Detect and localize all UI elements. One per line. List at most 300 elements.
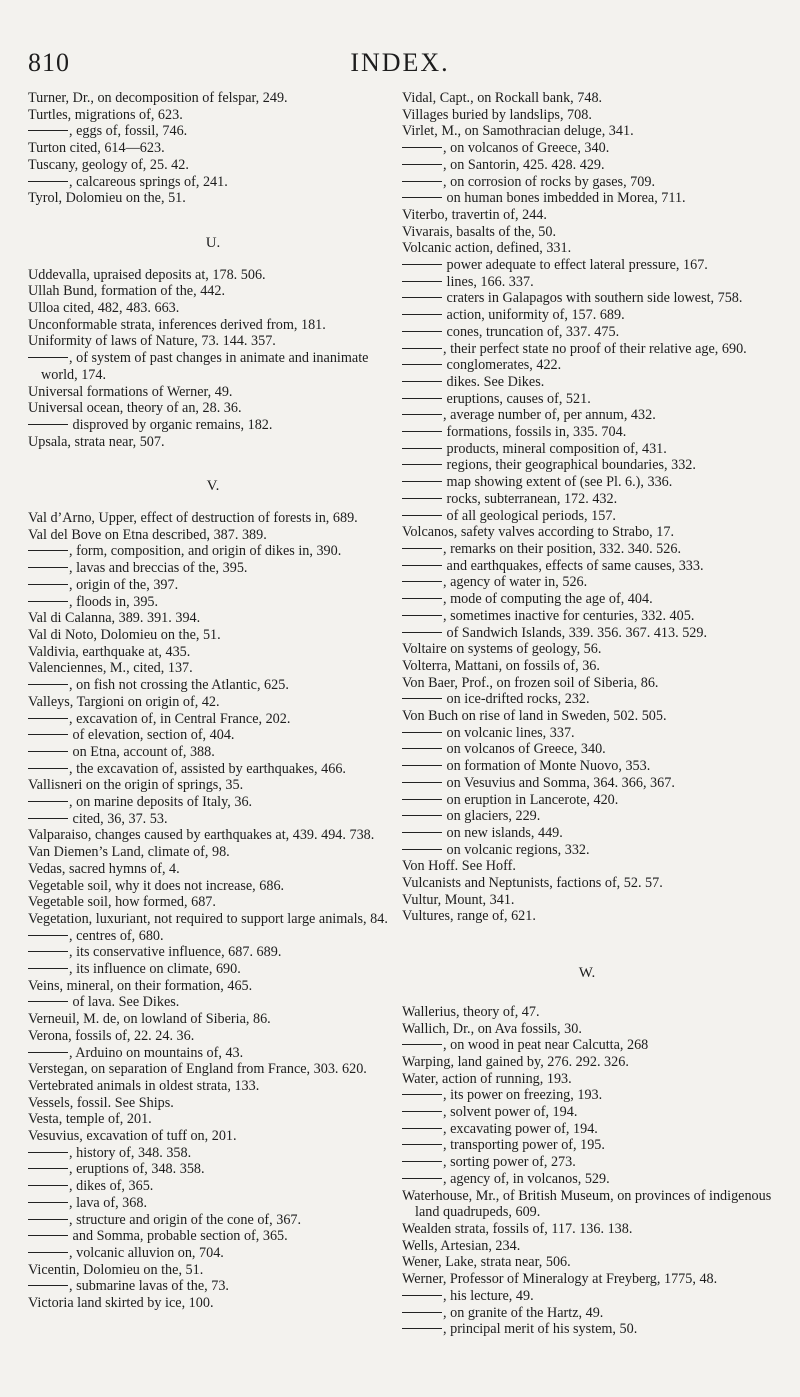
- entry-text: Universal formations of Werner, 49.: [28, 383, 233, 400]
- index-entry: [28, 157, 398, 174]
- index-entry: [402, 1021, 772, 1038]
- ditto-dash: [402, 281, 442, 282]
- ditto-dash: [402, 1044, 442, 1045]
- entry-text: Val di Noto, Dolomieu on the, 51.: [28, 626, 221, 643]
- entry-text: , transporting power of, 195.: [443, 1137, 605, 1154]
- index-entry: [28, 543, 398, 560]
- index-entry: [402, 257, 772, 274]
- entry-text: Vultures, range of, 621.: [402, 908, 536, 925]
- entry-text: cones, truncation of, 337. 475.: [443, 323, 620, 340]
- ditto-dash: [402, 598, 442, 599]
- index-entry: [28, 961, 398, 978]
- index-entry: [28, 711, 398, 728]
- entry-text: , submarine lavas of the, 73.: [69, 1278, 229, 1295]
- index-entry: [28, 1045, 398, 1062]
- index-entry: [28, 594, 398, 611]
- index-entry: [402, 658, 772, 675]
- ditto-dash: [402, 799, 442, 800]
- index-entry: [28, 434, 398, 451]
- entry-text: on volcanos of Greece, 340.: [443, 741, 606, 758]
- entry-text: products, mineral composition of, 431.: [443, 440, 667, 457]
- index-entry: [402, 1137, 772, 1154]
- index-entry: [402, 741, 772, 758]
- entry-text: Valdivia, earthquake at, 435.: [28, 643, 191, 660]
- index-entry: [402, 758, 772, 775]
- entry-text: Virlet, M., on Samothracian deluge, 341.: [402, 123, 634, 140]
- ditto-dash: [28, 751, 68, 752]
- entry-text: , dikes of, 365.: [69, 1178, 154, 1195]
- ditto-dash: [28, 181, 68, 182]
- entry-text: , on fish not crossing the Atlantic, 625.: [69, 677, 289, 694]
- entry-text: Vessels, fossil. See Ships.: [28, 1094, 174, 1111]
- index-entry: [402, 524, 772, 541]
- entry-text: , its conservative influence, 687. 689.: [69, 944, 282, 961]
- ditto-dash: [402, 464, 442, 465]
- index-entry: [402, 123, 772, 140]
- index-entry: [402, 140, 772, 157]
- index-entry: [402, 1104, 772, 1121]
- ditto-dash: [28, 1152, 68, 1153]
- entry-text: Tyrol, Dolomieu on the, 51.: [28, 190, 186, 207]
- index-entry: [402, 508, 772, 525]
- entry-text: , excavation of, in Central France, 202.: [69, 710, 291, 727]
- index-entry: [28, 300, 398, 317]
- index-entry: [402, 558, 772, 575]
- entry-text: Wealden strata, fossils of, 117. 136. 138.: [402, 1221, 633, 1237]
- ditto-dash: [402, 849, 442, 850]
- ditto-dash: [28, 567, 68, 568]
- entry-text: Unconformable strata, inferences derived from, 181.: [28, 316, 326, 333]
- ditto-dash: [402, 348, 442, 349]
- right-column: [402, 90, 772, 1338]
- entry-text: , lava of, 368.: [69, 1194, 148, 1211]
- index-entry: [28, 510, 398, 527]
- entry-text: conglomerates, 422.: [443, 357, 562, 374]
- entry-text: Valparaiso, changes caused by earthquakes at, 439. 494. 738.: [28, 827, 375, 844]
- entry-text: Vultur, Mount, 341.: [402, 891, 515, 908]
- entry-text: , eggs of, fossil, 746.: [69, 123, 188, 140]
- index-entry: [402, 892, 772, 909]
- index-entry: [28, 174, 398, 191]
- entry-text: map showing extent of (see Pl. 6.), 336.: [443, 474, 673, 491]
- ditto-dash: [402, 732, 442, 733]
- entry-text: , volcanic alluvion on, 704.: [69, 1245, 224, 1261]
- entry-text: , origin of the, 397.: [69, 576, 179, 593]
- entry-text: Wallich, Dr., on Ava fossils, 30.: [402, 1020, 582, 1037]
- section-heading: V.: [206, 478, 220, 495]
- entry-text: Vallisneri on the origin of springs, 35.: [28, 777, 244, 794]
- index-entry: [402, 1037, 772, 1054]
- index-entry: [402, 825, 772, 842]
- ditto-dash: [402, 181, 442, 182]
- entry-text: Turton cited, 614—623.: [28, 140, 165, 157]
- entry-text: Verstegan, on separation of England from France, 303. 620.: [28, 1061, 367, 1078]
- entry-text: eruptions, causes of, 521.: [443, 390, 591, 407]
- index-entry: [28, 1262, 398, 1279]
- index-entry: [402, 1121, 772, 1138]
- ditto-dash: [28, 684, 68, 685]
- entry-text: , sometimes inactive for centuries, 332. 405.: [443, 607, 695, 624]
- index-entry: [28, 384, 398, 401]
- ditto-dash: [402, 548, 442, 549]
- entry-text: Veins, mineral, on their formation, 465.: [28, 977, 253, 994]
- entry-text: Ulloa cited, 482, 483. 663.: [28, 300, 180, 317]
- index-entry: [28, 1195, 398, 1212]
- page-title: INDEX.: [350, 48, 450, 77]
- ditto-dash: [28, 1168, 68, 1169]
- index-entry: [28, 844, 398, 861]
- entry-text: Vulcanists and Neptunists, factions of, 52. 57.: [402, 875, 663, 892]
- ditto-dash: [28, 935, 68, 936]
- ditto-dash: [402, 615, 442, 616]
- index-entry: [402, 675, 772, 692]
- ditto-dash: [402, 1144, 442, 1145]
- entry-text: , on marine deposits of Italy, 36.: [69, 794, 253, 811]
- ditto-dash: [402, 748, 442, 749]
- entry-text: on new islands, 449.: [443, 824, 563, 841]
- entry-text: on human bones imbedded in Morea, 711.: [443, 190, 686, 207]
- ditto-dash: [28, 130, 68, 131]
- entry-text: Val d’Arno, Upper, effect of destruction of forests in, 689.: [28, 510, 358, 527]
- entry-text: Universal ocean, theory of an, 28. 36.: [28, 400, 242, 417]
- index-entry: [28, 1111, 398, 1128]
- index-entry: [28, 317, 398, 334]
- index-entry: [402, 1254, 772, 1271]
- entry-text: of lava. See Dikes.: [69, 994, 180, 1011]
- entry-text: Waterhouse, Mr., of British Museum, on provinces of indigenous land quadrupeds, 609.: [402, 1187, 772, 1221]
- index-entry: [28, 1028, 398, 1045]
- index-entry: [402, 842, 772, 859]
- entry-text: , his lecture, 49.: [443, 1287, 534, 1304]
- index-entry: [28, 1295, 398, 1312]
- entry-text: , their perfect state no proof of their relative age, 690.: [443, 340, 747, 357]
- entry-text: , agency of, in volcanos, 529.: [443, 1170, 610, 1187]
- index-entry: [28, 140, 398, 157]
- ditto-dash: [402, 431, 442, 432]
- index-entry: [402, 357, 772, 374]
- index-entry: [402, 591, 772, 608]
- entry-text: , its power on freezing, 193.: [443, 1087, 603, 1104]
- index-entry: [28, 1011, 398, 1028]
- entry-text: Viterbo, travertin of, 244.: [402, 206, 547, 223]
- entry-text: Vegetable soil, how formed, 687.: [28, 894, 216, 911]
- entry-text: Vesuvius, excavation of tuff on, 201.: [28, 1128, 237, 1145]
- index-entry: [402, 341, 772, 358]
- ditto-dash: [28, 357, 68, 358]
- entry-text: , floods in, 395.: [69, 593, 159, 610]
- entry-text: Von Buch on rise of land in Sweden, 502. 505.: [402, 708, 667, 725]
- entry-text: , form, composition, and origin of dikes in, 390.: [69, 543, 342, 560]
- ditto-dash: [402, 197, 442, 198]
- entry-text: Vedas, sacred hymns of, 4.: [28, 860, 180, 877]
- index-entry: [402, 1071, 772, 1088]
- index-entry: [28, 283, 398, 300]
- ditto-dash: [402, 164, 442, 165]
- entry-text: Van Diemen’s Land, climate of, 98.: [28, 844, 230, 861]
- entry-text: of Sandwich Islands, 339. 356. 367. 413. 529.: [443, 624, 708, 641]
- entry-text: Verneuil, M. de, on lowland of Siberia, 86.: [28, 1011, 271, 1028]
- index-entry: [28, 90, 398, 107]
- ditto-dash: [402, 515, 442, 516]
- entry-text: , calcareous springs of, 241.: [69, 173, 228, 190]
- entry-text: on Vesuvius and Somma, 364. 366, 367.: [443, 774, 675, 791]
- entry-text: Water, action of running, 193.: [402, 1070, 572, 1087]
- entry-text: , structure and origin of the cone of, 367.: [69, 1211, 302, 1228]
- index-entry: [402, 908, 772, 925]
- ditto-dash: [402, 581, 442, 582]
- entry-text: Uddevalla, upraised deposits at, 178. 506.: [28, 266, 266, 283]
- index-entry: [28, 1278, 398, 1295]
- entry-text: , mode of computing the age of, 404.: [443, 591, 653, 608]
- entry-text: disproved by organic remains, 182.: [69, 416, 273, 433]
- entry-text: action, uniformity of, 157. 689.: [443, 307, 625, 324]
- index-entry: [402, 374, 772, 391]
- ditto-dash: [402, 297, 442, 298]
- ditto-dash: [402, 1111, 442, 1112]
- index-entry: [28, 107, 398, 124]
- entry-text: Vicentin, Dolomieu on the, 51.: [28, 1261, 204, 1278]
- entry-text: and Somma, probable section of, 365.: [69, 1228, 288, 1245]
- ditto-dash: [28, 718, 68, 719]
- index-entry: [28, 911, 398, 928]
- entry-text: Volterra, Mattani, on fossils of, 36.: [402, 657, 600, 674]
- index-entry: [402, 641, 772, 658]
- index-entry: [28, 694, 398, 711]
- entry-text: , centres of, 680.: [69, 927, 164, 944]
- index-entry: [28, 978, 398, 995]
- index-entry: [402, 1221, 772, 1238]
- entry-text: Ullah Bund, formation of the, 442.: [28, 283, 226, 300]
- index-entry: [402, 708, 772, 725]
- index-entry: [28, 123, 398, 140]
- ditto-dash: [28, 1202, 68, 1203]
- entry-text: of elevation, section of, 404.: [69, 727, 235, 744]
- entry-text: lines, 166. 337.: [443, 273, 534, 290]
- entry-text: Valenciennes, M., cited, 137.: [28, 660, 193, 677]
- index-entry: [402, 224, 772, 241]
- index-entry: [28, 677, 398, 694]
- index-entry: [28, 861, 398, 878]
- index-entry: [28, 1161, 398, 1178]
- entry-text: , solvent power of, 194.: [443, 1104, 578, 1121]
- entry-text: Vesta, temple of, 201.: [28, 1111, 152, 1128]
- ditto-dash: [402, 331, 442, 332]
- entry-text: Von Hoff. See Hoff.: [402, 858, 516, 875]
- entry-text: Tuscany, geology of, 25. 42.: [28, 156, 189, 173]
- ditto-dash: [28, 951, 68, 952]
- entry-text: , on volcanos of Greece, 340.: [443, 140, 610, 157]
- entry-text: Volcanos, safety valves according to Strabo, 17.: [402, 524, 674, 541]
- index-entry: [402, 491, 772, 508]
- ditto-dash: [28, 801, 68, 802]
- entry-text: , principal merit of his system, 50.: [443, 1321, 638, 1338]
- ditto-dash: [402, 1161, 442, 1162]
- ditto-dash: [402, 414, 442, 415]
- index-entry: [402, 1054, 772, 1071]
- index-entry: [28, 1178, 398, 1195]
- index-entry: [28, 190, 398, 207]
- index-entry: [28, 1145, 398, 1162]
- entry-text: , lavas and breccias of the, 395.: [69, 560, 248, 577]
- entry-text: , on corrosion of rocks by gases, 709.: [443, 173, 655, 190]
- entry-text: Wallerius, theory of, 47.: [402, 1003, 540, 1020]
- entry-text: on ice-drifted rocks, 232.: [443, 691, 590, 708]
- entry-text: Val del Bove on Etna described, 387. 389.: [28, 526, 267, 543]
- index-entry: [28, 660, 398, 677]
- ditto-dash: [402, 1312, 442, 1313]
- index-entry: [402, 1238, 772, 1255]
- index-entry: [28, 1078, 398, 1095]
- ditto-dash: [402, 698, 442, 699]
- entry-text: Uniformity of laws of Nature, 73. 144. 357.: [28, 333, 276, 350]
- index-entry: [402, 1288, 772, 1305]
- index-entry: [402, 691, 772, 708]
- index-entry: [402, 157, 772, 174]
- index-entry: [28, 894, 398, 911]
- index-entry: [402, 808, 772, 825]
- entry-text: Victoria land skirted by ice, 100.: [28, 1295, 214, 1312]
- index-entry: [402, 1321, 772, 1338]
- index-entry: [28, 928, 398, 945]
- index-entry: [402, 190, 772, 207]
- ditto-dash: [402, 1128, 442, 1129]
- index-entry: [402, 1305, 772, 1322]
- index-entry: [402, 608, 772, 625]
- index-entry: [28, 1212, 398, 1229]
- entry-text: Turner, Dr., on decomposition of felspar, 249.: [28, 90, 288, 106]
- ditto-dash: [402, 1295, 442, 1296]
- ditto-dash: [28, 1052, 68, 1053]
- index-entry: [28, 333, 398, 350]
- index-entry: [402, 775, 772, 792]
- entry-text: Vegetable soil, why it does not increase, 686.: [28, 877, 285, 894]
- entry-text: Villages buried by landslips, 708.: [402, 106, 592, 123]
- index-entry: [28, 627, 398, 644]
- ditto-dash: [28, 734, 68, 735]
- entry-text: Verona, fossils of, 22. 24. 36.: [28, 1027, 195, 1044]
- index-entry: [28, 577, 398, 594]
- ditto-dash: [28, 768, 68, 769]
- index-entry: [402, 1188, 772, 1221]
- index-entry: [402, 290, 772, 307]
- entry-text: , its influence on climate, 690.: [69, 961, 241, 978]
- index-entry: [402, 307, 772, 324]
- index-entry: [402, 625, 772, 642]
- index-entry: [28, 994, 398, 1011]
- entry-text: , of system of past changes in animate and inanimate world, 174.: [41, 350, 369, 383]
- ditto-dash: [402, 498, 442, 499]
- entry-text: regions, their geographical boundaries, 332.: [443, 457, 696, 474]
- ditto-dash: [28, 584, 68, 585]
- entry-text: , Arduino on mountains of, 43.: [69, 1044, 244, 1061]
- entry-text: , the excavation of, assisted by earthquakes, 466.: [69, 760, 346, 777]
- ditto-dash: [28, 1235, 68, 1236]
- index-entry: [28, 350, 398, 383]
- index-entry: [28, 811, 398, 828]
- entry-text: on glaciers, 229.: [443, 808, 541, 825]
- index-entry: [402, 858, 772, 875]
- entry-text: Wener, Lake, strata near, 506.: [402, 1254, 571, 1271]
- ditto-dash: [402, 364, 442, 365]
- entry-text: formations, fossils in, 335. 704.: [443, 424, 627, 441]
- entry-text: Von Baer, Prof., on frozen soil of Siberia, 86.: [402, 674, 659, 691]
- index-entry: [402, 1004, 772, 1021]
- entry-text: Vidal, Capt., on Rockall bank, 748.: [402, 90, 603, 106]
- entry-text: of all geological periods, 157.: [443, 507, 616, 524]
- index-entry: [402, 1171, 772, 1188]
- entry-text: and earthquakes, effects of same causes, 333.: [443, 557, 704, 574]
- index-entry: [402, 107, 772, 124]
- entry-text: on volcanic lines, 337.: [443, 724, 575, 741]
- ditto-dash: [402, 448, 442, 449]
- entry-text: on eruption in Lancerote, 420.: [443, 791, 619, 808]
- index-entry: [402, 274, 772, 291]
- ditto-dash: [402, 1094, 442, 1095]
- index-entry: [402, 207, 772, 224]
- entry-text: Volcanic action, defined, 331.: [402, 240, 572, 257]
- ditto-dash: [402, 481, 442, 482]
- entry-text: Wells, Artesian, 234.: [402, 1237, 521, 1254]
- index-entry: [28, 417, 398, 434]
- index-entry: [28, 727, 398, 744]
- entry-text: power adequate to effect lateral pressure, 167.: [443, 257, 708, 274]
- ditto-dash: [402, 565, 442, 566]
- index-entry: [28, 827, 398, 844]
- entry-text: , eruptions of, 348. 358.: [69, 1161, 205, 1178]
- ditto-dash: [28, 1185, 68, 1186]
- entry-text: , on Santorin, 425. 428. 429.: [443, 156, 605, 173]
- index-entry: [402, 90, 772, 107]
- entry-text: Val di Calanna, 389. 391. 394.: [28, 610, 201, 627]
- left-column: [28, 90, 398, 1312]
- ditto-dash: [402, 815, 442, 816]
- index-entry: [402, 474, 772, 491]
- index-entry: [402, 240, 772, 257]
- index-entry: [28, 400, 398, 417]
- index-entry: [28, 1095, 398, 1112]
- index-entry: [28, 560, 398, 577]
- entry-text: craters in Galapagos with southern side lowest, 758.: [443, 290, 743, 307]
- index-entry: [402, 391, 772, 408]
- ditto-dash: [28, 818, 68, 819]
- entry-text: , average number of, per annum, 432.: [443, 407, 656, 424]
- index-entry: [28, 267, 398, 284]
- section-heading: W.: [578, 965, 596, 982]
- ditto-dash: [402, 782, 442, 783]
- ditto-dash: [28, 1285, 68, 1286]
- entry-text: , on granite of the Hartz, 49.: [443, 1304, 604, 1321]
- index-entry: [28, 644, 398, 661]
- ditto-dash: [28, 601, 68, 602]
- ditto-dash: [402, 1328, 442, 1329]
- entry-text: on volcanic regions, 332.: [443, 841, 590, 858]
- entry-text: , on wood in peat near Calcutta, 268: [443, 1037, 649, 1054]
- page-number: 810: [28, 48, 70, 77]
- ditto-dash: [28, 1001, 68, 1002]
- ditto-dash: [28, 424, 68, 425]
- index-entry: [28, 1128, 398, 1145]
- entry-text: Warping, land gained by, 276. 292. 326.: [402, 1053, 629, 1070]
- index-entry: [28, 944, 398, 961]
- entry-text: , history of, 348. 358.: [69, 1144, 192, 1161]
- index-entry: [28, 1245, 398, 1262]
- entry-text: dikes. See Dikes.: [443, 373, 545, 390]
- index-entry: [28, 527, 398, 544]
- ditto-dash: [402, 314, 442, 315]
- index-entry: [28, 794, 398, 811]
- ditto-dash: [28, 1219, 68, 1220]
- index-entry: [402, 407, 772, 424]
